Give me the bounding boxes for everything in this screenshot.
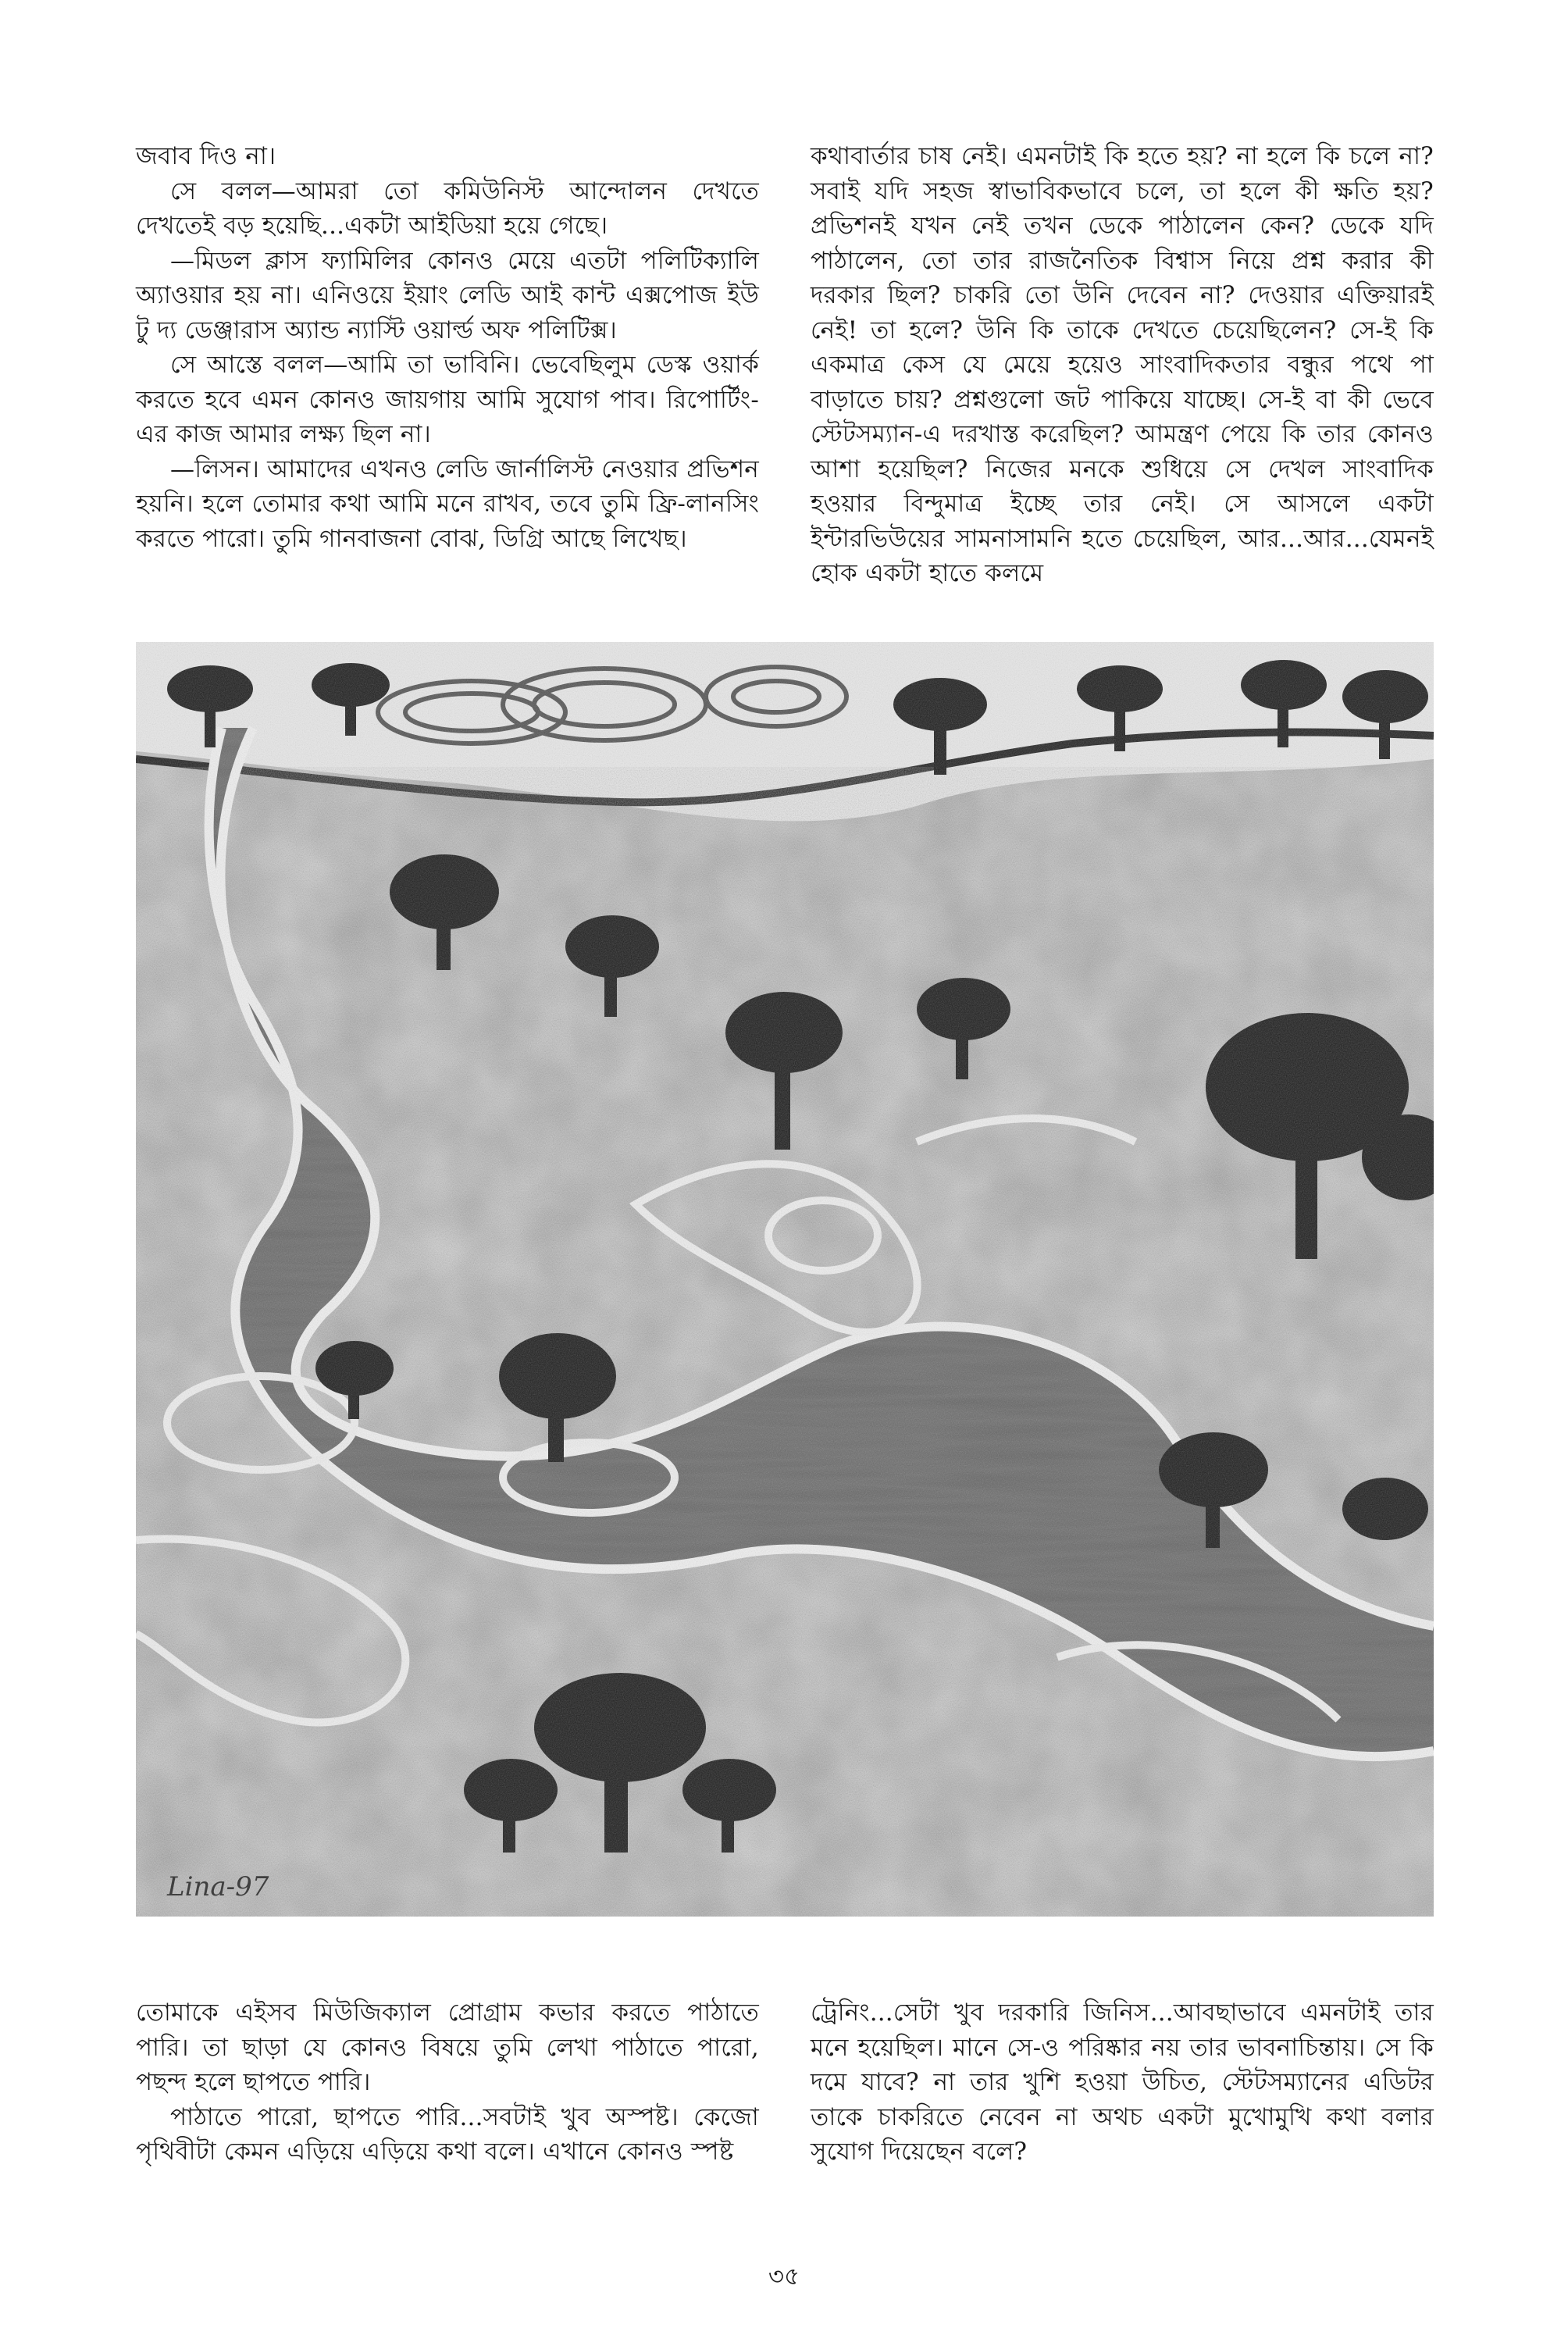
paragraph: সে আস্তে বলল—আমি তা ভাবিনি। ভেবেছিলুম ডেস্ক ওয়ার্ক করতে হবে এমন কোনও জায়গায় আমি সুযোগ পাব। রিপোর্টিং-এর কাজ আমার লক্ষ্য ছিল না। (136, 351, 759, 448)
paragraph: —লিসন। আমাদের এখনও লেডি জার্নালিস্ট নেওয়ার প্রভিশন হয়নি। হলে তোমার কথা আমি মনে রাখব, তবে তুমি ফ্রি-লানসিং করতে পারো। তুমি গানবাজনা বোঝ, ডিগ্রি আছে লিখেছ। (136, 455, 760, 553)
paragraph: —মিডল ক্লাস ফ্যামিলির কোনও মেয়ে এতটা পলিটিক্যালি অ্যাওয়ার হয় না। এনিওয়ে ইয়াং লেডি আই কান্ট এক্সপোজ ইউ টু দ্য ডেঞ্জারাস অ্যান্ড ন্যাস্টি ওয়ার্ল্ড অফ পলিটিক্স। (136, 246, 759, 344)
page-number: ৩৫ (768, 2263, 800, 2291)
text-column-top-left (136, 139, 759, 556)
paragraph: জবাব দিও না। (136, 142, 276, 170)
landscape-artwork (136, 642, 1434, 1917)
paragraph: পাঠাতে পারো, ছাপতে পারি...সবটাই খুব অস্পষ্ট। কেজো পৃথিবীটা কেমন এড়িয়ে এড়িয়ে কথা বলে। এখানে কোনও স্পষ্ট (136, 2102, 759, 2166)
paragraph: তোমাকে এইসব মিউজিক্যাল প্রোগ্রাম কভার করতে পাঠাতে পারি। তা ছাড়া যে কোনও বিষয়ে তুমি লেখা পাঠাতে পারো, পছন্দ হলে ছাপতে পারি। (136, 1999, 759, 2096)
text-column-bottom-left (136, 1995, 759, 2170)
text-column-top-right (811, 139, 1434, 591)
paragraph: ট্রেনিং...সেটা খুব দরকারি জিনিস...আবছাভাবে এমনটাই তার মনে হয়েছিল। মানে সে-ও পরিষ্কার নয় তার ভাবনাচিন্তায়। সে কি দমে যাবে? না তার খুশি হওয়া উচিত, স্টেটসম্যানের এডিটর তাকে চাকরিতে নেবেন না অথচ একটা মুখোমুখি কথা বলার সুযোগ দিয়েছেন বলে? (811, 1999, 1434, 2166)
text-column-bottom-right (811, 1995, 1434, 2170)
paragraph: কথাবার্তার চাষ নেই। এমনটাই কি হতে হয়? না হলে কি চলে না? সবাই যদি সহজ স্বাভাবিকভাবে চলে, তা হলে কী ক্ষতি হয়? প্রভিশনই যখন নেই তখন ডেকে পাঠালেন কেন? ডেকে যদি পাঠালেন, তো তার রাজনৈতিক বিশ্বাস নিয়ে প্রশ্ন করার কী দরকার ছিল? চাকরি তো উনি দেবেন না? দেওয়ার এক্তিয়ারই নেই! তা হলে? উনি কি তাকে দেখতে চেয়েছিলেন? সে-ই কি একমাত্র কেস যে মেয়ে হয়েও সাংবাদিকতার বন্ধুর পথে পা বাড়াতে চায়? প্রশ্নগুলো জট পাকিয়ে যাচ্ছে। সে-ই বা কী ভেবে স্টেটসম্যান-এ দরখাস্ত করেছিল? আমন্ত্রণ পেয়ে কি তার কোনও আশা হয়েছিল? নিজের মনকে শুধিয়ে সে দেখল সাংবাদিক হওয়ার বিন্দুমাত্র ইচ্ছে তার নেই। সে আসলে একটা ইন্টারভিউয়ের সামনাসামনি হতে চেয়েছিল, আর...আর...যেমনই হোক একটা হাতে কলমে (811, 142, 1434, 587)
paragraph: সে বলল—আমরা তো কমিউনিস্ট আন্দোলন দেখতে দেখতেই বড় হয়েছি...একটা আইডিয়া হয়ে গেছে। (136, 177, 759, 240)
artist-signature: Lina-97 (167, 1871, 269, 1902)
